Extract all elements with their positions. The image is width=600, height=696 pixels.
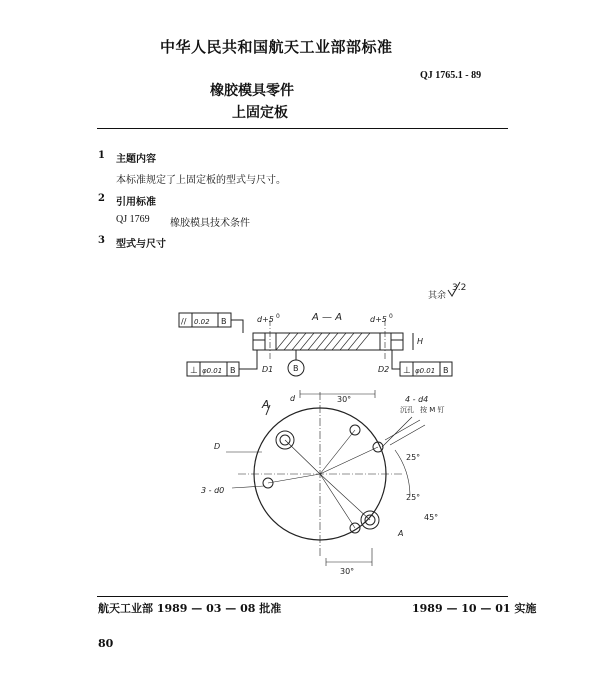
angle-45: 45°: [424, 513, 439, 522]
dim-d1: D1: [262, 365, 274, 374]
angle-30-bottom: 30°: [340, 567, 355, 576]
section-3-title: 型式与尺寸: [116, 239, 166, 250]
dim-d-label: d: [290, 394, 296, 403]
dim-4-d4-label: 4 - d4: [405, 395, 429, 404]
roughness-value: 3.2: [452, 283, 467, 293]
fcf-parallel-datum: B: [221, 317, 227, 326]
section-label: A — A: [312, 312, 343, 323]
page-number: 80: [98, 637, 114, 650]
dim-d-plus: d+5: [257, 315, 274, 324]
section-2-ref-title: 橡胶模具技术条件: [170, 218, 250, 229]
section-hatching: [276, 333, 370, 350]
dim-D-label: D: [214, 442, 221, 451]
dim-big-a: A: [398, 529, 404, 538]
section-1-number: 1: [98, 150, 105, 161]
fcf-parallel-symbol: //: [181, 317, 187, 326]
dim-3-d0-label: 3 - d0: [201, 486, 225, 495]
section-1-title: 主题内容: [116, 154, 156, 165]
dim-30-bottom-line: [326, 548, 372, 566]
fcf-perp-right-datum: B: [443, 366, 449, 375]
dim-counterbore-label: 沉孔: [400, 406, 414, 414]
footer-divider: [97, 596, 508, 597]
fcf-perp-left-tol: φ0.01: [202, 367, 223, 375]
fcf-perp-right-leader: [392, 350, 400, 369]
document-code: QJ 1765.1 - 89: [420, 70, 482, 81]
section-2-number: 2: [98, 193, 105, 204]
section-2-title: 引用标准: [116, 197, 156, 208]
roughness-note: 其余: [428, 291, 447, 301]
section-1-body: 本标准规定了上固定板的型式与尺寸。: [116, 175, 286, 186]
dim-d-plus-right-tol: 0: [389, 313, 393, 320]
view-label-a: A: [262, 398, 270, 411]
fcf-perp-left-datum: B: [230, 366, 236, 375]
angle-30-top: 30°: [337, 395, 352, 404]
approval-date: 航天工业部 1989 — 03 — 08 批准: [98, 602, 282, 615]
dim-d-plus-tol: 0: [276, 313, 280, 320]
dim-d2: D2: [378, 365, 390, 374]
fcf-perp-right-tol: φ0.01: [415, 367, 436, 375]
angle-25-b: 25°: [406, 493, 421, 502]
section-2-ref-code: QJ 1769: [116, 214, 150, 225]
dim-screw-label: 按 M 钉: [420, 406, 445, 414]
fcf-perp-left-symbol: ⊥: [190, 366, 198, 376]
fcf-parallel-leader: [231, 320, 243, 333]
dim-d-plus-right: d+5: [370, 315, 387, 324]
angle-25-a: 25°: [406, 453, 421, 462]
left-counterbore: [253, 333, 276, 350]
datum-b-label: B: [293, 364, 299, 373]
page-title: 橡胶模具零件: [210, 83, 294, 99]
page-subtitle: 上固定板: [232, 105, 288, 121]
fcf-parallel-tolerance: 0.02: [194, 318, 210, 326]
section-3-number: 3: [98, 235, 105, 246]
effective-date: 1989 — 10 — 01 实施: [412, 602, 537, 615]
dim-h: H: [417, 337, 424, 346]
fcf-perp-right-symbol: ⊥: [403, 366, 411, 376]
right-counterbore: [380, 333, 403, 350]
fcf-perp-left-leader: [239, 350, 257, 369]
standard-title: 中华人民共和国航天工业部部标准: [160, 38, 393, 56]
